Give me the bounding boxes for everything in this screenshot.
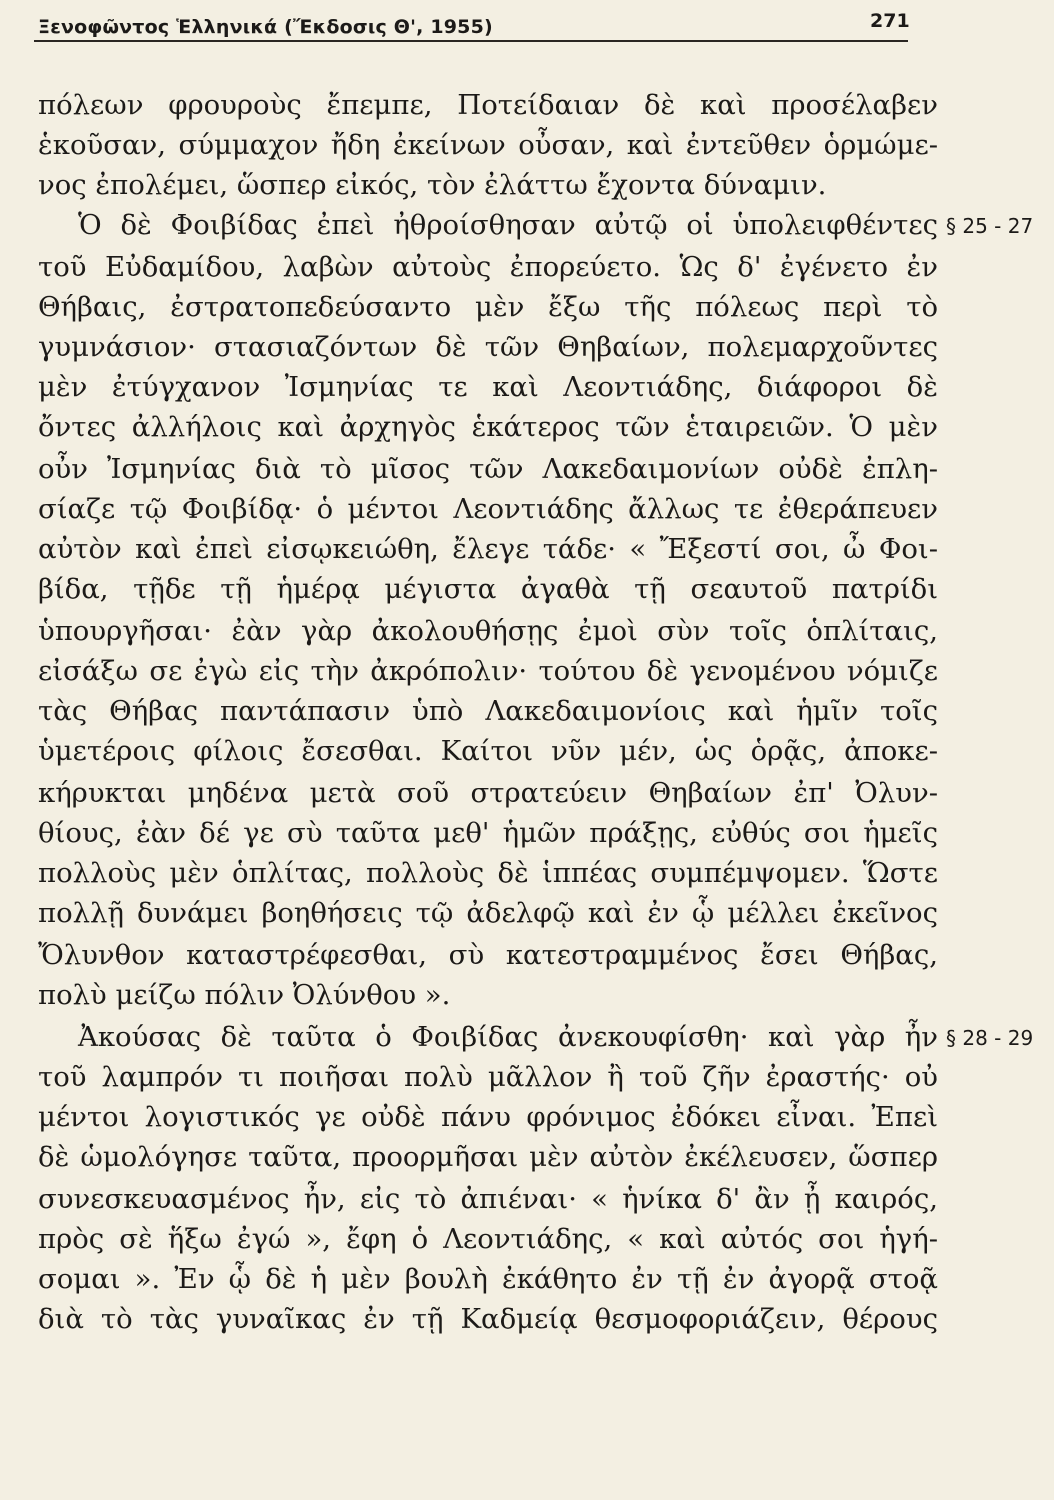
text-line: ὄντες ἀλλήλοις καὶ ἀρχηγὸς ἑκάτερος τῶν ἑταιρειῶν. Ὁ μὲν bbox=[38, 411, 938, 443]
text-line: μὲν ἐτύγχανον Ἰσμηνίας τε καὶ Λεοντιάδης, διάφοροι δὲ bbox=[38, 371, 938, 403]
text-line: πόλεων φρουροὺς ἔπεμπε, Ποτείδαιαν δὲ καὶ προσέλαβεν bbox=[38, 89, 938, 121]
section-marker: § 28 - 29 bbox=[946, 1026, 1034, 1050]
text-line: μέντοι λογιστικός γε οὐδὲ πάνυ φρόνιμος ἐδόκει εἶναι. Ἐπεὶ bbox=[38, 1101, 938, 1133]
running-title: Ξενοφῶντος Ἑλληνικά (Ἔκδοσις Θ', 1955) bbox=[38, 16, 493, 38]
text-line: νος ἐπολέμει, ὥσπερ εἰκός, τὸν ἐλάττω ἔχοντα δύναμιν. bbox=[38, 169, 827, 201]
running-header bbox=[38, 6, 908, 40]
text-line: τοῦ Εὐδαμίδου, λαβὼν αὐτοὺς ἐπορεύετο. Ὡς δ' ἐγένετο ἐν bbox=[38, 251, 938, 283]
text-line: ὑπουργῆσαι· ἐὰν γὰρ ἀκολουθήσῃς ἐμοὶ σὺν τοῖς ὁπλίταις, bbox=[38, 615, 938, 647]
page-number: 271 bbox=[870, 10, 910, 32]
text-line: Ὁ δὲ Φοιβίδας ἐπεὶ ἠθροίσθησαν αὐτῷ οἱ ὑπολειφθέντες bbox=[78, 209, 938, 241]
text-line: Θήβαις, ἐστρατοπεδεύσαντο μὲν ἔξω τῆς πόλεως περὶ τὸ bbox=[38, 291, 938, 323]
text-line: σομαι ». Ἐν ᾧ δὲ ἡ μὲν βουλὴ ἐκάθητο ἐν τῇ ἐν ἀγορᾷ στοᾷ bbox=[38, 1263, 938, 1295]
text-line: γυμνάσιον· στασιαζόντων δὲ τῶν Θηβαίων, πολεμαρχοῦντες bbox=[38, 331, 938, 363]
text-line: πολλοὺς μὲν ὁπλίτας, πολλοὺς δὲ ἱππέας συμπέμψομεν. Ὥστε bbox=[38, 857, 938, 889]
text-line: εἰσάξω σε ἐγὼ εἰς τὴν ἀκρόπολιν· τούτου δὲ γενομένου νόμιζε bbox=[38, 655, 938, 687]
text-line: οὖν Ἰσμηνίας διὰ τὸ μῖσος τῶν Λακεδαιμονίων οὐδὲ ἐπλη- bbox=[38, 453, 938, 485]
header-rule bbox=[34, 40, 908, 42]
text-line: πρὸς σὲ ἥξω ἐγώ », ἔφη ὁ Λεοντιάδης, « καὶ αὐτός σοι ἡγή- bbox=[38, 1223, 938, 1255]
text-line: διὰ τὸ τὰς γυναῖκας ἐν τῇ Καδμείᾳ θεσμοφοριάζειν, θέρους bbox=[38, 1303, 938, 1335]
text-line: σίαζε τῷ Φοιβίδᾳ· ὁ μέντοι Λεοντιάδης ἄλλως τε ἐθεράπευεν bbox=[38, 493, 938, 525]
text-line: ἑκοῦσαν, σύμμαχον ἤδη ἐκείνων οὖσαν, καὶ ἐντεῦθεν ὁρμώμε- bbox=[38, 129, 938, 161]
text-line: πολλῇ δυνάμει βοηθήσεις τῷ ἀδελφῷ καὶ ἐν ᾧ μέλλει ἐκεῖνος bbox=[38, 897, 938, 929]
text-line: πολὺ μείζω πόλιν Ὀλύνθου ». bbox=[38, 979, 451, 1011]
text-line: τὰς Θήβας παντάπασιν ὑπὸ Λακεδαιμονίοις καὶ ἡμῖν τοῖς bbox=[38, 695, 938, 727]
text-line: ὑμετέροις φίλοις ἔσεσθαι. Καίτοι νῦν μέν, ὡς ὁρᾷς, ἀποκε- bbox=[38, 735, 938, 767]
text-line: τοῦ λαμπρόν τι ποιῆσαι πολὺ μᾶλλον ἢ τοῦ ζῆν ἐραστής· οὐ bbox=[38, 1061, 938, 1093]
text-line: αὐτὸν καὶ ἐπεὶ εἰσῳκειώθη, ἔλεγε τάδε· « Ἔξεστί σοι, ὦ Φοι- bbox=[38, 533, 938, 565]
text-line: κήρυκται μηδένα μετὰ σοῦ στρατεύειν Θηβαίων ἐπ' Ὀλυν- bbox=[38, 777, 938, 809]
section-marker: § 25 - 27 bbox=[946, 214, 1034, 238]
text-line: Ὄλυνθον καταστρέφεσθαι, σὺ κατεστραμμένος ἔσει Θήβας, bbox=[38, 939, 938, 971]
text-line: θίους, ἐὰν δέ γε σὺ ταῦτα μεθ' ἡμῶν πράξῃς, εὐθύς σοι ἡμεῖς bbox=[38, 817, 938, 849]
text-line: δὲ ὡμολόγησε ταῦτα, προορμῆσαι μὲν αὐτὸν ἐκέλευσεν, ὥσπερ bbox=[38, 1141, 938, 1173]
text-line: συνεσκευασμένος ἦν, εἰς τὸ ἀπιέναι· « ἡνίκα δ' ἂν ᾖ καιρός, bbox=[38, 1183, 938, 1215]
text-line: βίδα, τῇδε τῇ ἡμέρᾳ μέγιστα ἀγαθὰ τῇ σεαυτοῦ πατρίδι bbox=[38, 573, 938, 605]
text-line: Ἀκούσας δὲ ταῦτα ὁ Φοιβίδας ἀνεκουφίσθη· καὶ γὰρ ἦν bbox=[78, 1021, 938, 1053]
